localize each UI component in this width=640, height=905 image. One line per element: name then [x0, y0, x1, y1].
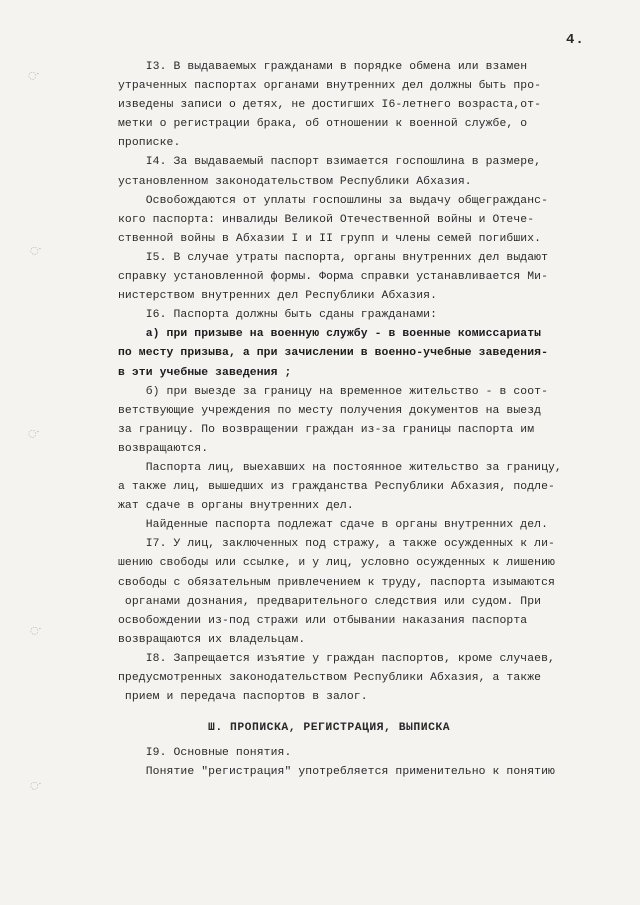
- text-line: органами дознания, предварительного следствия или судом. При: [118, 595, 542, 608]
- text-line: возвращаются их владельцам.: [118, 633, 306, 646]
- text-line: за границу. По возвращении граждан из-за границы паспорта им: [118, 423, 535, 436]
- paragraph-p13: [118, 58, 604, 153]
- text-line: I4. За выдаваемый паспорт взимается госпошлина в размере,: [118, 156, 542, 169]
- text-line: I3. В выдаваемых гражданами в порядке обмена или взамен: [118, 61, 528, 73]
- text-line: I5. В случае утраты паспорта, органы внутренних дел выдают: [118, 251, 549, 264]
- text-line: изведены записи о детях, не достигших I6-летнего возраста,от-: [118, 99, 542, 112]
- paragraph-p15: [118, 249, 604, 306]
- text-line: метки о регистрации брака, об отношении к военной службе, о: [118, 118, 528, 131]
- text-line: по месту призыва, а при зачислении в военно-учебные заведения-: [118, 347, 549, 360]
- paragraph-p16a: [118, 325, 604, 382]
- margin-mark: ◌·: [26, 426, 42, 441]
- text-line: предусмотренных законодательством Республики Абхазия, а также: [118, 672, 542, 684]
- text-line: а также лиц, вышедших из гражданства Республики Абхазия, подле-: [118, 481, 555, 494]
- text-line: I9. Основные понятия.: [118, 747, 292, 760]
- page-number: 4.: [566, 32, 585, 48]
- section-heading: Ш. ПРОПИСКА, РЕГИСТРАЦИЯ, ВЫПИСКА: [208, 722, 451, 735]
- paragraph-p18: [118, 650, 604, 707]
- text-line: прописке.: [118, 137, 181, 150]
- text-line: ственной войны в Абхазии I и II групп и члены семей погибших.: [118, 232, 542, 245]
- paragraph-p14b: [118, 192, 604, 249]
- text-line: Понятие "регистрация" употребляется применительно к понятию: [118, 766, 555, 779]
- text-line: ветствующие учреждения по месту получения документов на выезд: [118, 404, 542, 417]
- text-line: кого паспорта: инвалиды Великой Отечественной войны и Отече-: [118, 213, 535, 226]
- paragraph-p16: [118, 306, 604, 325]
- text-line: освобождении из-под стражи или отбывании наказания паспорта: [118, 614, 528, 627]
- text-line: установленном законодательством Республики Абхазия.: [118, 175, 472, 188]
- text-line: I8. Запрещается изъятие у граждан паспортов, кроме случаев,: [118, 652, 555, 665]
- text-line: I7. У лиц, заключенных под стражу, а также осужденных к ли-: [118, 538, 555, 551]
- text-line: Освобождаются от уплаты госпошлины за выдачу общегражданс-: [118, 194, 549, 207]
- text-line: утраченных паспортах органами внутренних дел должны быть про-: [118, 80, 542, 93]
- document-body: [118, 58, 604, 782]
- paragraph-p14: [118, 153, 604, 191]
- text-line: свободы с обязательным привлечением к труду, паспорта изымаются: [118, 576, 555, 589]
- text-line: I6. Паспорта должны быть сданы гражданами:: [118, 309, 438, 322]
- paragraph-p17: [118, 535, 604, 650]
- text-line: Найденные паспорта подлежат сдаче в органы внутренних дел.: [118, 519, 549, 532]
- text-line: а) при призыве на военную службу - в военные комиссариаты: [118, 328, 542, 341]
- text-line: б) при выезде за границу на временное жительство - в соот-: [118, 385, 549, 398]
- margin-mark: ◌·: [28, 778, 44, 793]
- text-line: Паспорта лиц, выехавших на постоянное жительство за границу,: [118, 461, 562, 474]
- margin-mark: ◌·: [28, 243, 44, 258]
- text-line: возвращаются.: [118, 442, 209, 455]
- margin-mark: ◌·: [28, 623, 44, 638]
- paragraph-p16c: [118, 459, 604, 516]
- text-line: справку установленной формы. Форма справки устанавливается Ми-: [118, 271, 549, 284]
- paragraph-p16b: [118, 383, 604, 459]
- text-line: жат сдаче в органы внутренних дел.: [118, 500, 354, 513]
- paragraph-p16d: [118, 516, 604, 535]
- text-line: прием и передача паспортов в залог.: [118, 691, 368, 704]
- margin-mark: ◌·: [26, 68, 42, 83]
- text-line: шению свободы или ссылке, и у лиц, условно осужденных к лишению: [118, 557, 555, 570]
- text-line: в эти учебные заведения ;: [118, 366, 292, 379]
- text-line: нистерством внутренних дел Республики Абхазия.: [118, 290, 438, 303]
